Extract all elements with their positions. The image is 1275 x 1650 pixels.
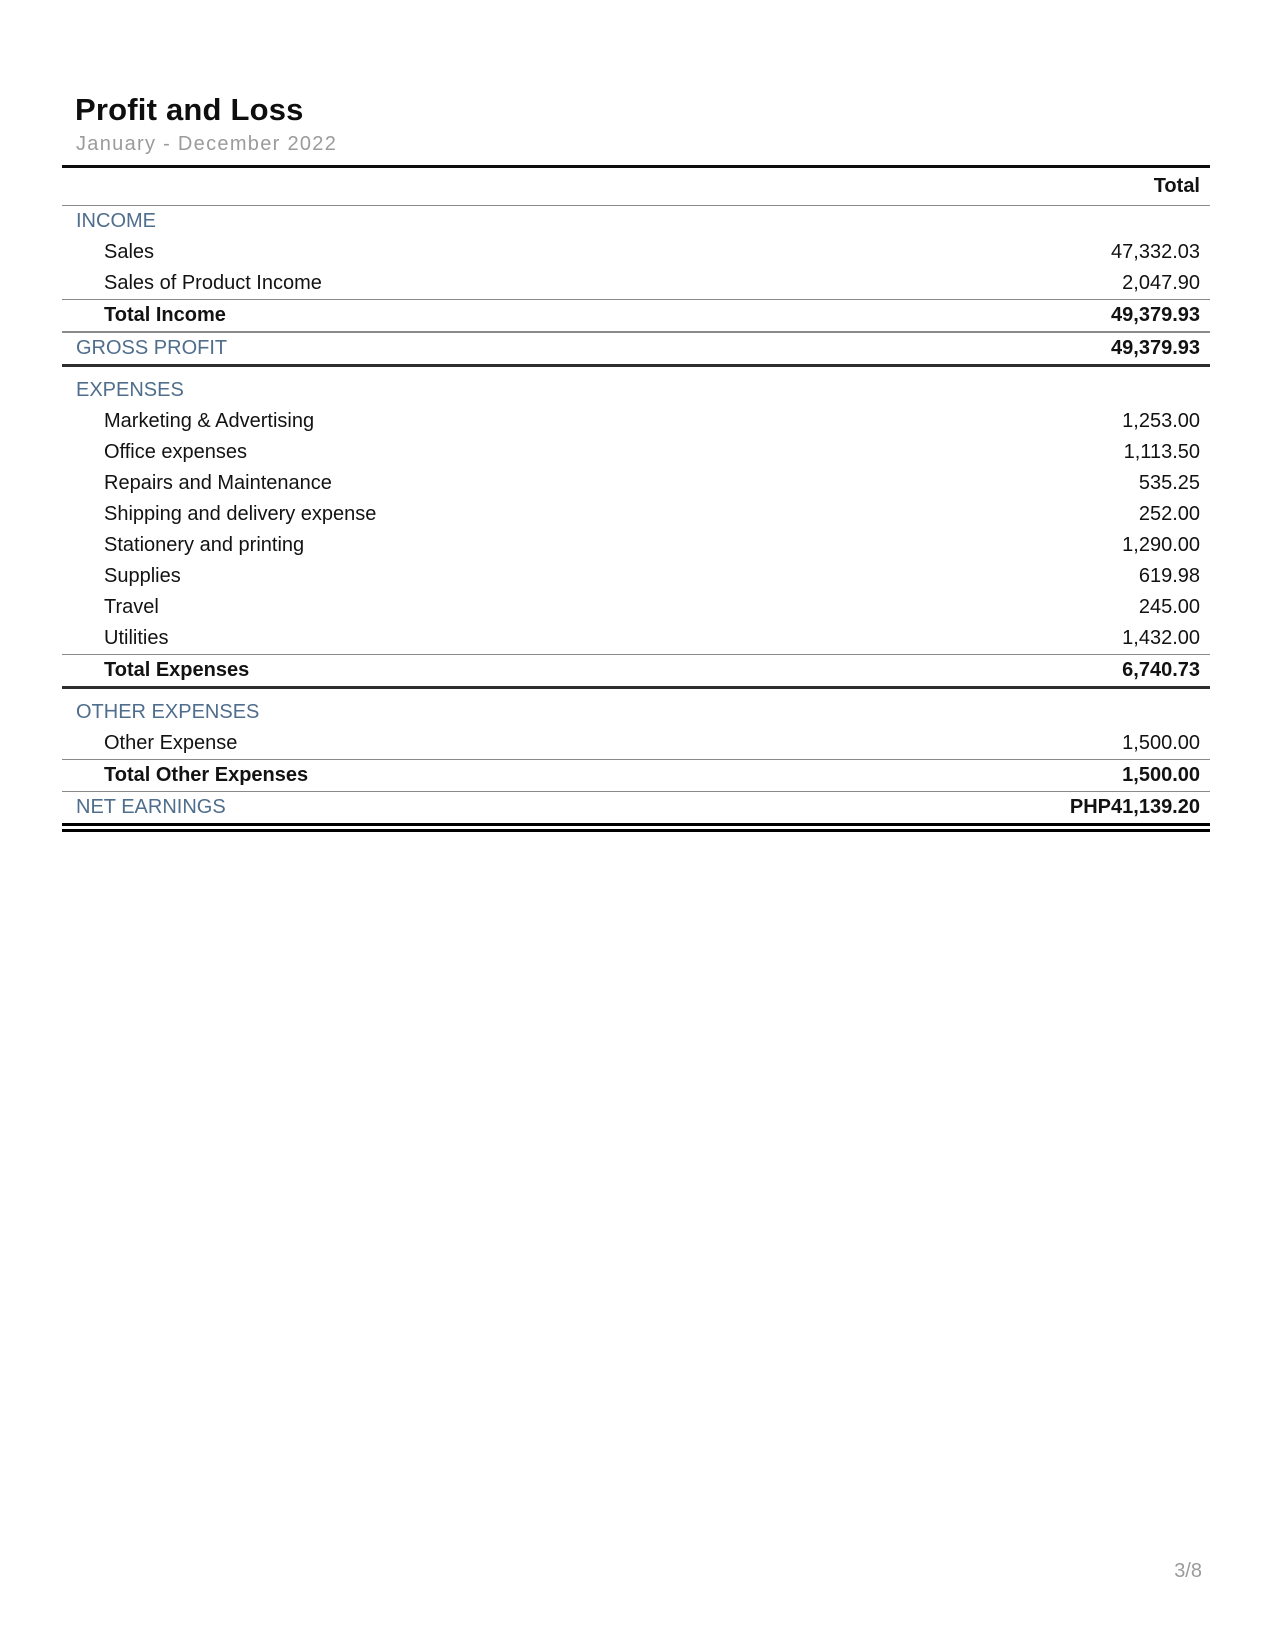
report-row-expenses [62, 375, 1210, 406]
row-label: Marketing & Advertising [104, 410, 315, 432]
report-row-net-earnings [62, 791, 1210, 832]
report-row-total-other-expenses [62, 759, 1210, 791]
report-row-repairs-and-maintenance [62, 468, 1210, 499]
row-value: 619.98 [1138, 565, 1200, 587]
row-label: EXPENSES [76, 379, 184, 401]
row-label: Stationery and printing [104, 534, 305, 556]
row-value: 1,253.00 [1122, 410, 1200, 432]
report-row-other-expense [62, 728, 1210, 759]
page-indicator: 3/8 [1174, 1560, 1202, 1582]
row-label: Supplies [104, 565, 181, 587]
report-row-utilities [62, 623, 1210, 654]
row-value: 1,432.00 [1122, 627, 1200, 649]
report-row-income [62, 206, 1210, 237]
report-row-stationery-and-printing [62, 530, 1210, 561]
row-label: GROSS PROFIT [76, 337, 228, 359]
row-value: 2,047.90 [1122, 272, 1200, 294]
report-row-sales-of-product-income [62, 268, 1210, 299]
table-header-row [62, 168, 1210, 206]
row-value: 6,740.73 [1122, 659, 1200, 681]
row-label: NET EARNINGS [76, 796, 226, 818]
row-value: 245.00 [1138, 596, 1200, 618]
report-row-gross-profit [62, 331, 1210, 367]
row-label: Sales [104, 241, 155, 263]
table-body [62, 206, 1210, 832]
row-label: Total Income [104, 304, 226, 326]
row-label: INCOME [76, 210, 156, 232]
report-row-sales [62, 237, 1210, 268]
report-row-office-expenses [62, 437, 1210, 468]
row-label: OTHER EXPENSES [76, 701, 260, 723]
report-row-other-expenses [62, 697, 1210, 728]
row-label: Sales of Product Income [104, 272, 322, 294]
row-value: 535.25 [1138, 472, 1200, 494]
report-subtitle: January - December 2022 [76, 133, 338, 155]
column-header-total: Total [1153, 175, 1200, 197]
report-row-travel [62, 592, 1210, 623]
row-value: 252.00 [1138, 503, 1200, 525]
row-label: Repairs and Maintenance [104, 472, 332, 494]
report-row-marketing-advertising [62, 406, 1210, 437]
row-value: PHP41,139.20 [1069, 796, 1200, 818]
row-label: Shipping and delivery expense [104, 503, 377, 525]
row-value: 1,500.00 [1122, 764, 1200, 786]
row-label: Total Expenses [104, 659, 250, 681]
row-value: 49,379.93 [1111, 337, 1200, 359]
report-row-total-income [62, 299, 1210, 331]
row-value: 49,379.93 [1111, 304, 1200, 326]
report-title: Profit and Loss [75, 92, 304, 127]
row-value: 1,113.50 [1123, 441, 1200, 463]
row-value: 1,290.00 [1122, 534, 1200, 556]
report-table [62, 165, 1210, 832]
row-value: 47,332.03 [1111, 241, 1200, 263]
report-row-supplies [62, 561, 1210, 592]
row-value: 1,500.00 [1122, 732, 1200, 754]
report-row-total-expenses [62, 654, 1210, 689]
row-label: Other Expense [104, 732, 238, 754]
row-label: Utilities [104, 627, 169, 649]
row-label: Total Other Expenses [104, 764, 309, 786]
row-label: Travel [104, 596, 159, 618]
report-row-shipping-and-delivery-expense [62, 499, 1210, 530]
row-label: Office expenses [104, 441, 248, 463]
